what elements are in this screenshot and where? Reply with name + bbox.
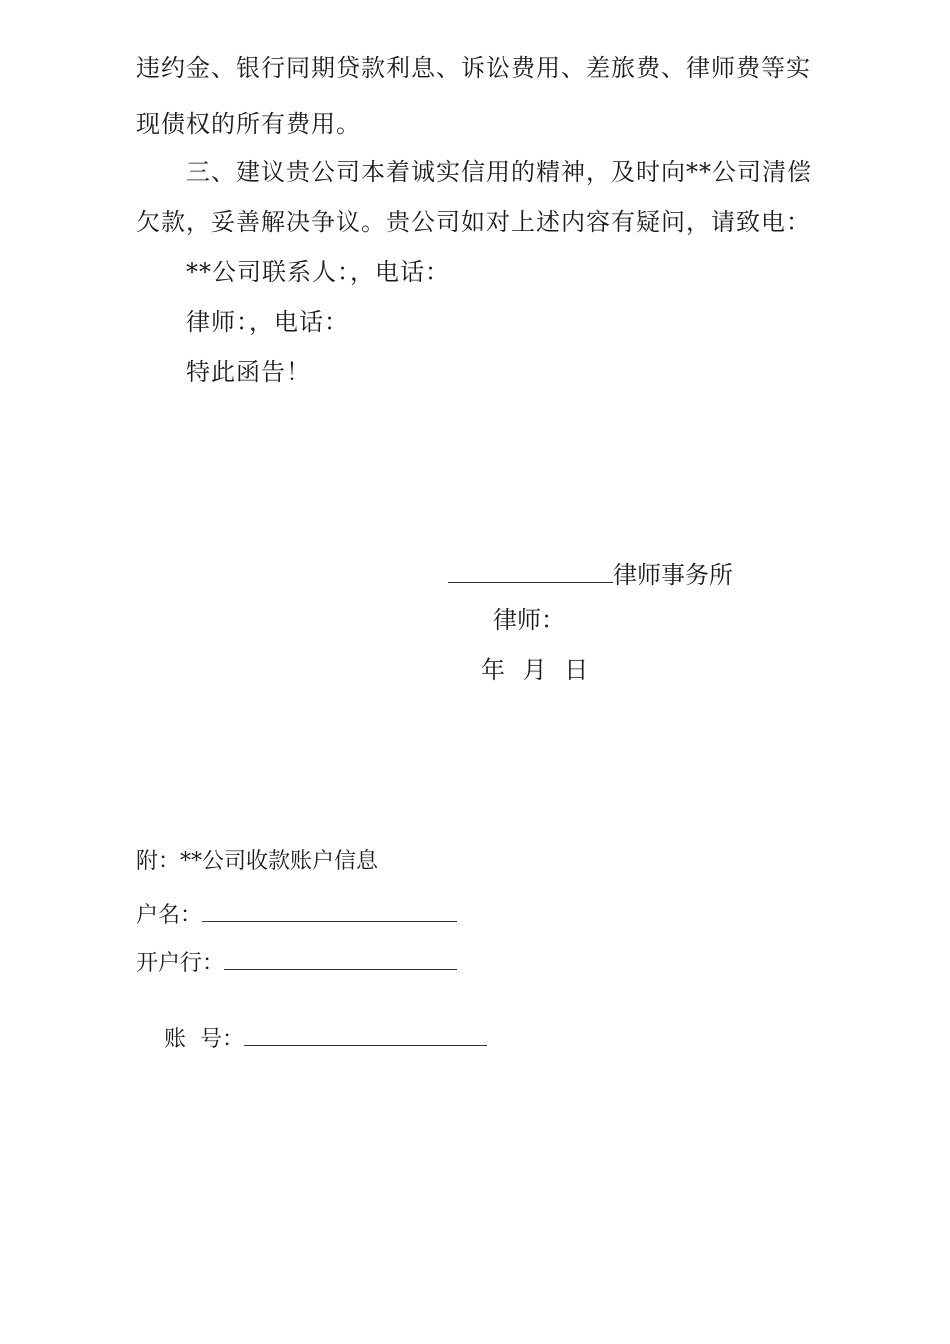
account-name-blank [202,899,457,922]
contact-lawyer-line: 律师：，电话： [186,308,349,336]
bank-row [136,947,457,978]
body-text-line: 现债权的所有费用。 [136,110,361,138]
account-number-row [136,995,487,1082]
date-year-label: 年 [481,656,505,684]
date-day-label: 日 [564,656,589,684]
lawyer-signature-label: 律师： [493,606,565,634]
date-month-label: 月 [522,656,547,684]
body-text-line: 欠款，妥善解决争议。贵公司如对上述内容有疑问，请致电： [136,208,811,236]
body-text-line: 三、建议贵公司本着诚实信用的精神，及时向**公司清偿 [186,158,812,186]
firm-suffix: 律师事务所 [613,561,733,589]
attachment-title: 附：**公司收款账户信息 [136,849,379,874]
closing-line: 特此函告！ [186,358,311,386]
law-firm-signature [448,560,733,590]
body-text-line: 违约金、银行同期贷款利息、诉讼费用、差旅费、律师费等实 [136,54,811,82]
account-number-blank [244,1023,487,1046]
signature-date [481,655,588,685]
account-name-row [136,899,457,930]
account-name-label: 户名： [136,903,203,928]
account-number-label: 账 号： [163,1027,244,1052]
firm-name-blank [448,560,613,583]
contact-company-line: **公司联系人：，电话： [186,258,450,286]
bank-label: 开户行： [136,951,225,976]
bank-blank [224,947,457,970]
